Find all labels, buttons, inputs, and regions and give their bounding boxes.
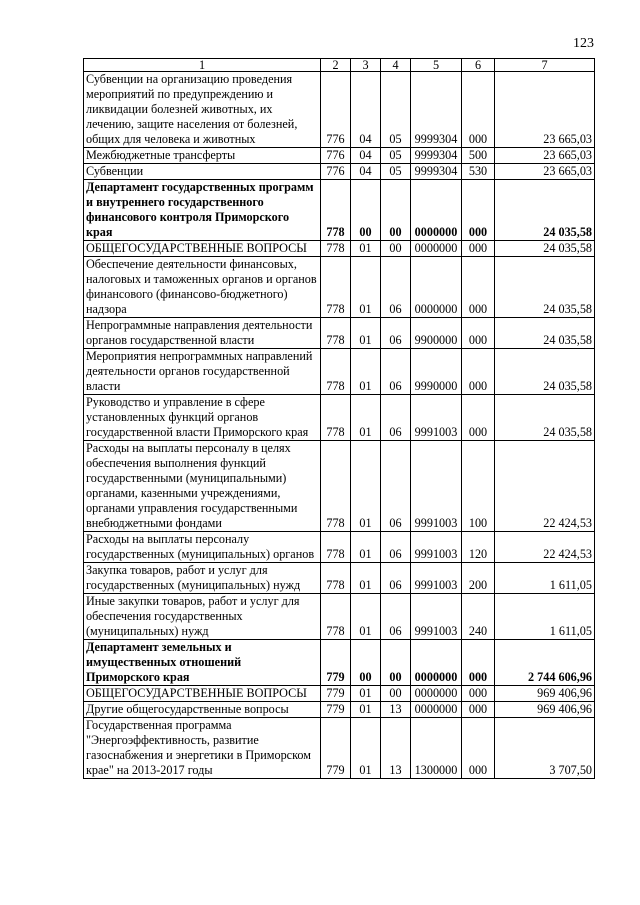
column-number-5: 5 (411, 59, 462, 72)
row-subsection-code: 06 (381, 563, 411, 594)
row-section-code: 01 (351, 318, 381, 349)
page-number: 123 (573, 36, 594, 51)
row-amount: 24 035,58 (495, 180, 595, 241)
row-target-article: 9991003 (411, 395, 462, 441)
row-target-article: 0000000 (411, 180, 462, 241)
row-target-article: 0000000 (411, 257, 462, 318)
row-description: Обеспечение деятельности финансовых, налоговых и таможенных органов и органов финансового (финансово-бюджетного) надзора (84, 257, 321, 318)
row-description: Непрограммные направления деятельности органов государственной власти (84, 318, 321, 349)
row-subsection-code: 06 (381, 441, 411, 532)
table-header-row (84, 59, 595, 72)
row-subsection-code: 00 (381, 241, 411, 257)
row-ministry-code: 776 (321, 148, 351, 164)
row-expense-type: 120 (462, 532, 495, 563)
row-ministry-code: 779 (321, 640, 351, 686)
row-amount: 969 406,96 (495, 702, 595, 718)
table-row (84, 395, 595, 441)
row-expense-type: 000 (462, 349, 495, 395)
row-ministry-code: 778 (321, 318, 351, 349)
row-amount: 22 424,53 (495, 532, 595, 563)
row-subsection-code: 00 (381, 180, 411, 241)
row-target-article: 9999304 (411, 164, 462, 180)
row-ministry-code: 779 (321, 718, 351, 779)
row-ministry-code: 779 (321, 702, 351, 718)
row-ministry-code: 776 (321, 164, 351, 180)
row-expense-type: 100 (462, 441, 495, 532)
row-description: Руководство и управление в сфере установленных функций органов государственной власти Приморского края (84, 395, 321, 441)
row-expense-type: 000 (462, 318, 495, 349)
row-description: Расходы на выплаты персоналу государственных (муниципальных) органов (84, 532, 321, 563)
row-expense-type: 200 (462, 563, 495, 594)
row-subsection-code: 06 (381, 349, 411, 395)
row-subsection-code: 00 (381, 640, 411, 686)
row-subsection-code: 13 (381, 702, 411, 718)
row-subsection-code: 00 (381, 686, 411, 702)
row-target-article: 9991003 (411, 441, 462, 532)
row-target-article: 9990000 (411, 349, 462, 395)
row-ministry-code: 778 (321, 563, 351, 594)
row-description: Государственная программа "Энергоэффективность, развитие газоснабжения и энергетики в Приморском крае" на 2013-2017 годы (84, 718, 321, 779)
table-row (84, 349, 595, 395)
table-row (84, 640, 595, 686)
row-subsection-code: 06 (381, 532, 411, 563)
row-amount: 23 665,03 (495, 148, 595, 164)
row-description: Расходы на выплаты персоналу в целях обеспечения выполнения функций государственными (муниципальными) органами, казенными учреждениями, органами управления государственными внебюджетными фондами (84, 441, 321, 532)
row-description: Субвенции на организацию проведения мероприятий по предупреждению и ликвидации болезней животных, их лечению, защите населения от болезней, общих для человека и животных (84, 72, 321, 148)
row-subsection-code: 06 (381, 318, 411, 349)
row-section-code: 01 (351, 702, 381, 718)
row-target-article: 9991003 (411, 532, 462, 563)
table-row (84, 686, 595, 702)
row-subsection-code: 06 (381, 594, 411, 640)
row-amount: 2 744 606,96 (495, 640, 595, 686)
column-number-6: 6 (462, 59, 495, 72)
row-expense-type: 000 (462, 180, 495, 241)
column-number-3: 3 (351, 59, 381, 72)
row-ministry-code: 778 (321, 395, 351, 441)
table-row (84, 72, 595, 148)
row-expense-type: 530 (462, 164, 495, 180)
table-row (84, 563, 595, 594)
row-section-code: 01 (351, 532, 381, 563)
row-ministry-code: 776 (321, 72, 351, 148)
table-row (84, 318, 595, 349)
row-amount: 969 406,96 (495, 686, 595, 702)
row-target-article: 0000000 (411, 702, 462, 718)
row-section-code: 01 (351, 563, 381, 594)
row-description: Иные закупки товаров, работ и услуг для обеспечения государственных (муниципальных) нужд (84, 594, 321, 640)
row-description: Субвенции (84, 164, 321, 180)
row-section-code: 01 (351, 441, 381, 532)
table-row (84, 180, 595, 241)
table-row (84, 702, 595, 718)
row-section-code: 00 (351, 180, 381, 241)
row-ministry-code: 778 (321, 594, 351, 640)
row-expense-type: 000 (462, 241, 495, 257)
row-amount: 24 035,58 (495, 349, 595, 395)
row-expense-type: 000 (462, 640, 495, 686)
row-section-code: 00 (351, 640, 381, 686)
column-number-7: 7 (495, 59, 595, 72)
row-subsection-code: 06 (381, 395, 411, 441)
row-description: Межбюджетные трансферты (84, 148, 321, 164)
table-row (84, 257, 595, 318)
row-target-article: 9999304 (411, 148, 462, 164)
row-section-code: 01 (351, 718, 381, 779)
row-expense-type: 240 (462, 594, 495, 640)
row-description: Другие общегосударственные вопросы (84, 702, 321, 718)
row-target-article: 9999304 (411, 72, 462, 148)
row-description: Закупка товаров, работ и услуг для государственных (муниципальных) нужд (84, 563, 321, 594)
row-section-code: 04 (351, 164, 381, 180)
row-expense-type: 000 (462, 395, 495, 441)
table-row (84, 532, 595, 563)
row-subsection-code: 05 (381, 164, 411, 180)
row-expense-type: 000 (462, 257, 495, 318)
row-amount: 1 611,05 (495, 563, 595, 594)
row-description: Департамент земельных и имущественных отношений Приморского края (84, 640, 321, 686)
row-target-article: 9991003 (411, 563, 462, 594)
row-target-article: 9900000 (411, 318, 462, 349)
row-expense-type: 000 (462, 686, 495, 702)
row-amount: 24 035,58 (495, 257, 595, 318)
row-target-article: 0000000 (411, 686, 462, 702)
row-expense-type: 000 (462, 718, 495, 779)
row-section-code: 01 (351, 241, 381, 257)
table-row (84, 148, 595, 164)
row-ministry-code: 778 (321, 257, 351, 318)
row-target-article: 0000000 (411, 241, 462, 257)
row-description: ОБЩЕГОСУДАРСТВЕННЫЕ ВОПРОСЫ (84, 241, 321, 257)
table-row (84, 241, 595, 257)
row-target-article: 9991003 (411, 594, 462, 640)
row-expense-type: 500 (462, 148, 495, 164)
budget-table (83, 58, 595, 779)
row-description: Департамент государственных программ и внутреннего государственного финансового контроля Приморского края (84, 180, 321, 241)
row-amount: 24 035,58 (495, 395, 595, 441)
row-section-code: 01 (351, 686, 381, 702)
row-amount: 1 611,05 (495, 594, 595, 640)
table-row (84, 441, 595, 532)
table-row (84, 718, 595, 779)
row-subsection-code: 06 (381, 257, 411, 318)
row-amount: 23 665,03 (495, 72, 595, 148)
row-section-code: 01 (351, 349, 381, 395)
column-number-2: 2 (321, 59, 351, 72)
column-number-4: 4 (381, 59, 411, 72)
table-row (84, 594, 595, 640)
row-amount: 23 665,03 (495, 164, 595, 180)
row-expense-type: 000 (462, 702, 495, 718)
row-ministry-code: 778 (321, 532, 351, 563)
row-amount: 24 035,58 (495, 318, 595, 349)
column-number-1: 1 (84, 59, 321, 72)
row-ministry-code: 778 (321, 180, 351, 241)
row-target-article: 0000000 (411, 640, 462, 686)
row-section-code: 01 (351, 257, 381, 318)
row-ministry-code: 778 (321, 241, 351, 257)
row-amount: 3 707,50 (495, 718, 595, 779)
row-section-code: 01 (351, 395, 381, 441)
row-target-article: 1300000 (411, 718, 462, 779)
row-section-code: 04 (351, 72, 381, 148)
row-description: ОБЩЕГОСУДАРСТВЕННЫЕ ВОПРОСЫ (84, 686, 321, 702)
row-amount: 22 424,53 (495, 441, 595, 532)
row-ministry-code: 778 (321, 441, 351, 532)
row-subsection-code: 05 (381, 148, 411, 164)
row-subsection-code: 05 (381, 72, 411, 148)
row-section-code: 01 (351, 594, 381, 640)
table-row (84, 164, 595, 180)
row-amount: 24 035,58 (495, 241, 595, 257)
row-section-code: 04 (351, 148, 381, 164)
row-ministry-code: 779 (321, 686, 351, 702)
row-expense-type: 000 (462, 72, 495, 148)
row-description: Мероприятия непрограммных направлений деятельности органов государственной власти (84, 349, 321, 395)
row-subsection-code: 13 (381, 718, 411, 779)
row-ministry-code: 778 (321, 349, 351, 395)
